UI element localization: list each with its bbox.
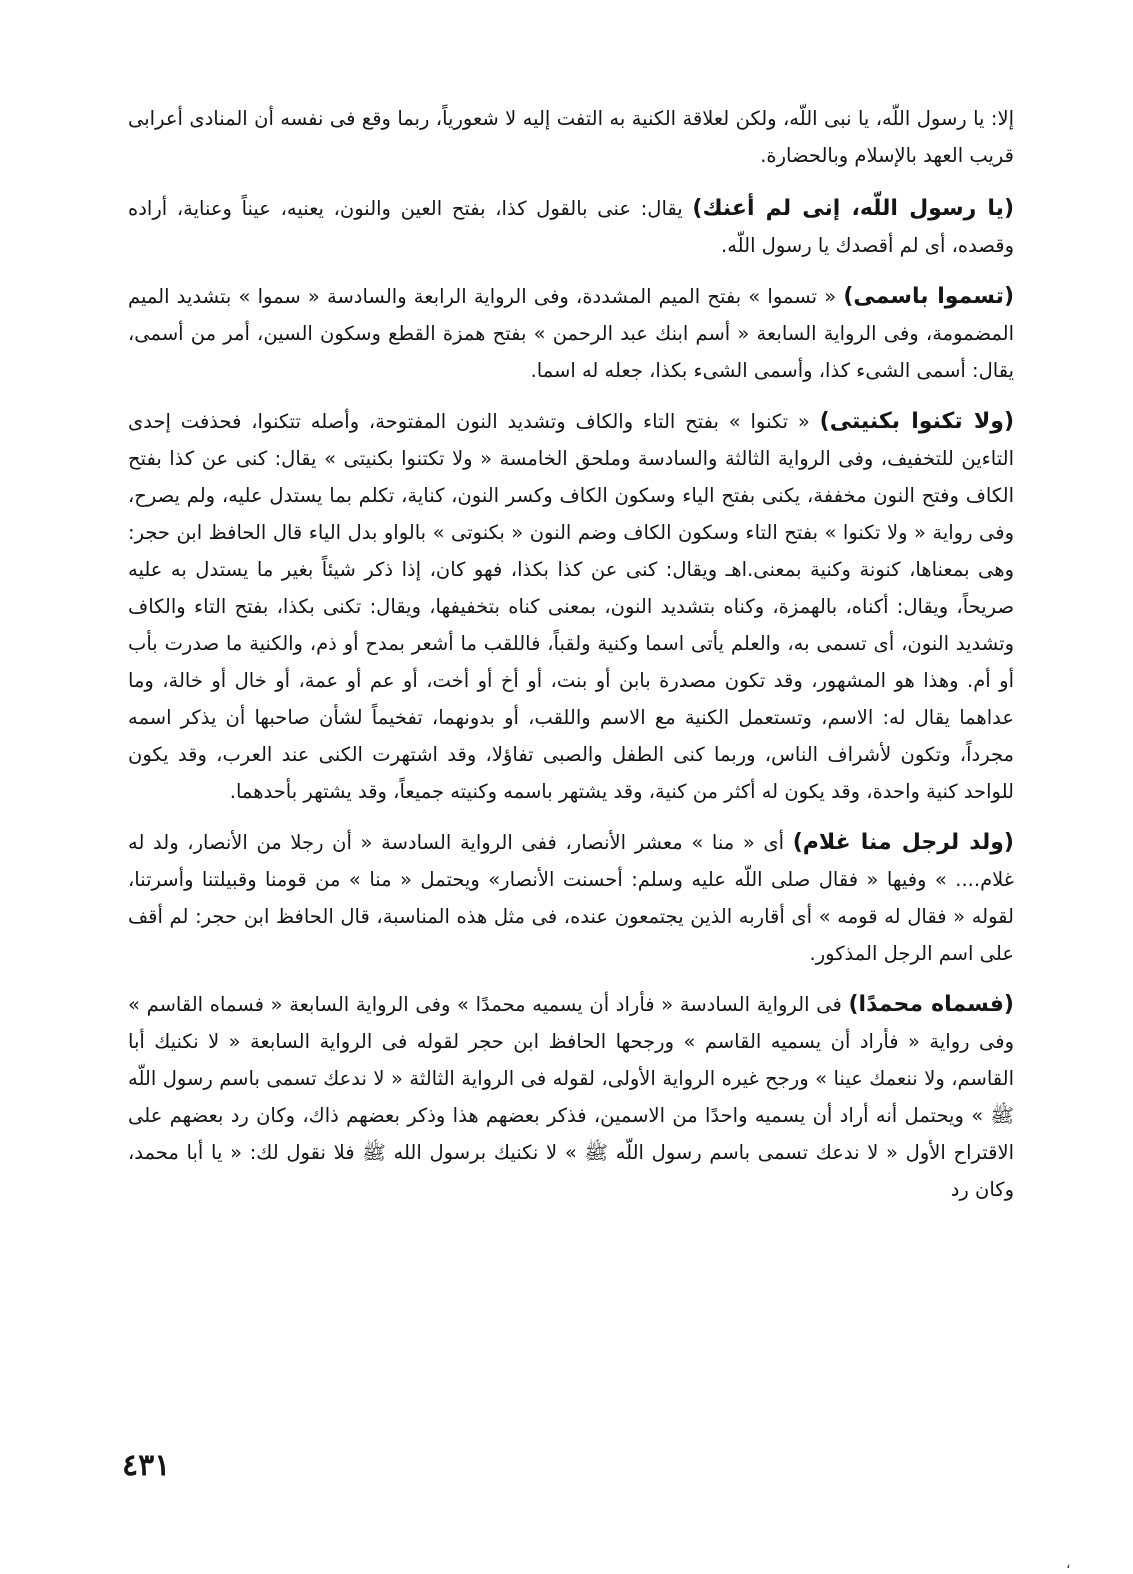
term-heading: (ولا تكنوا بكنيتى) — [819, 409, 1015, 434]
paragraph-ya-rasul-allah — [128, 190, 1014, 264]
paragraph-tasammu-bismi — [128, 278, 1014, 389]
paragraph-text: أى « منا » معشر الأنصار، ففى الرواية السادسة « أن رجلا من الأنصار، ولد له غلام.... » وفيها « فقال صلى اللّه عليه وسلم: أحسنت الأنصار» ويحتمل « منا » من قومنا وقبيلتنا وأسرتنا، لقوله « فقال له قومه » أى أقاربه الذين يجتمعون عنده، فى مثل هذه المناسبة، قال الحافظ ابن حجر: لم أقف على اسم الرجل المذكور. — [128, 831, 1014, 965]
paragraph-text: إلا: يا رسول اللّه، يا نبى اللّه، ولكن لعلاقة الكنية به التفت إليه لا شعورياً، ربما وقع فى نفسه أن المنادى أعرابى قريب العهد بالإسلام وبالحضارة. — [128, 107, 1014, 167]
page-body — [128, 100, 1014, 1222]
paragraph-la-takannaw — [128, 403, 1014, 810]
paragraph-fasammahu — [128, 986, 1014, 1208]
paragraph-text: « تكنوا » بفتح التاء والكاف وتشديد النون المفتوحة، وأصله تتكنوا، فحذفت إحدى التاءين للتخفيف، وفى الرواية الثالثة والسادسة وملحق الخامسة « ولا تكتنوا بكنيتى » يقال: كنى عن كذا بفتح الكاف وفتح النون مخففة، يكنى بفتح الياء وسكون الكاف وكسر النون، كناية، تكلم بما يستدل عليه، ولم يصرح، وفى رواية « ولا تكنوا » بفتح التاء وسكون الكاف وضم النون « بكنوتى » بالواو بدل الياء قال الحافظ ابن حجر: وهى بمعناها، كنونة وكنية بمعنى.اهـ ويقال: كنى عن كذا بكذا، فهو كان، إذا ذكر شيئاً بغير ما يستدل به عليه صريحاً، ويقال: أكناه، بالهمزة، وكناه بتشديد النون، بمعنى كناه بتخفيفها، ويقال: تكنى بكذا، بفتح التاء والكاف وتشديد النون، أى تسمى به، والعلم يأتى اسما وكنية ولقباً، فاللقب ما أشعر بمدح أو ذم، والكنية ما صدرت بأب أو أم. وهذا هو المشهور، وقد تكون مصدرة بابن أو بنت، أو أخ أو أخت، أو عم أو عمة، أو خال أو خالة، وما عداهما يقال له: الاسم، وتستعمل الكنية مع الاسم واللقب، أو بدونهما، تفخيماً لشأن صاحبها أن يذكر اسمه مجرداً، وتكون لأشراف الناس، وربما كنى الطفل والصبى تفاؤلا، وقد اشتهرت الكنى عند العرب، وقد يكون للواحد كنية واحدة، وقد يكون له أكثر من كنية، وقد يشتهر باسمه وكنيته جميعاً، وقد يشتهر بأحدهما. — [128, 410, 1014, 803]
term-heading: (ولد لرجل منا غلام) — [792, 830, 1014, 855]
corner-mark: ، — [1066, 1556, 1071, 1572]
term-heading: (فسماه محمدًا) — [848, 992, 1014, 1017]
paragraph-text: فى الرواية السادسة « فأراد أن يسميه محمدًا » وفى الرواية السابعة « فسماه القاسم » وفى رواية « فأراد أن يسميه القاسم » ورجحها الحافظ ابن حجر لقوله فى الرواية السابعة « لا نكنيك أبا القاسم، ولا ننعمك عينا » ورجح غيره الرواية الأولى، لقوله فى الرواية الثالثة « لا ندعك تسمى باسم رسول اللّه ﷺ » ويحتمل أنه أراد أن يسميه واحدًا من الاسمين، فذكر بعضهم هذا وذكر بعضهم ذاك، وكان رد بعضهم على الاقتراح الأول « لا ندعك تسمى باسم رسول اللّه ﷺ » لا نكنيك برسول الله ﷺ فلا نقول لك: « يا أبا محمد، وكان رد — [128, 993, 1014, 1201]
paragraph-text: يقال: عنى بالقول كذا، بفتح العين والنون، يعنيه، عيناً وعناية، أراده وقصده، أى لم أقصدك يا رسول اللّه. — [128, 197, 1014, 257]
term-heading: (تسموا باسمى) — [843, 284, 1014, 309]
term-heading: (يا رسول اللّه، إنى لم أعنك) — [692, 196, 1014, 221]
page-number: ٤٣١ — [122, 1448, 171, 1483]
paragraph-intro — [128, 100, 1014, 174]
paragraph-text: « تسموا » بفتح الميم المشددة، وفى الرواية الرابعة والسادسة « سموا » بتشديد الميم المضمومة، وفى الرواية السابعة « أسم ابنك عبد الرحمن » بفتح همزة القطع وسكون السين، أمر من أسمى، يقال: أسمى الشىء كذا، وأسمى الشىء بكذا، جعله له اسما. — [128, 285, 1014, 382]
paragraph-wulida-lirajul — [128, 824, 1014, 972]
